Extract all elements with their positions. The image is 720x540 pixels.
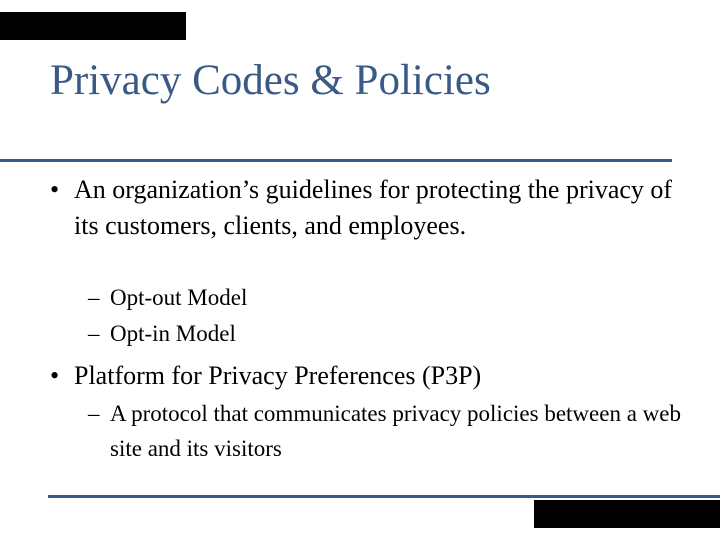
sub-bullet-text: Opt-out Model: [110, 285, 248, 310]
bullet-marker: •: [50, 175, 60, 204]
sub-bullet-item: [88, 316, 688, 351]
bullet-text: Platform for Privacy Preferences (P3P): [74, 361, 482, 390]
bullet-item: [50, 172, 680, 244]
sub-bullet-item: [88, 280, 688, 315]
slide-title: Privacy Codes & Policies: [50, 57, 491, 104]
sub-bullet-text: A protocol that communicates privacy policies between a web site and its visitors: [110, 401, 681, 461]
bottom-decorative-bar: [534, 500, 720, 528]
sub-bullet-item: [88, 396, 688, 466]
footer-divider: [48, 495, 720, 498]
sub-bullet-marker: –: [88, 321, 100, 346]
bullet-item: [50, 358, 680, 394]
sub-bullet-marker: –: [88, 401, 100, 426]
bullet-text: An organization’s guidelines for protecting the privacy of its customers, clients, and employees.: [74, 175, 673, 240]
sub-bullet-text: Opt-in Model: [110, 321, 236, 346]
title-divider: [0, 159, 672, 162]
top-decorative-bar: [0, 12, 186, 40]
sub-bullet-marker: –: [88, 285, 100, 310]
bullet-marker: •: [50, 361, 60, 390]
